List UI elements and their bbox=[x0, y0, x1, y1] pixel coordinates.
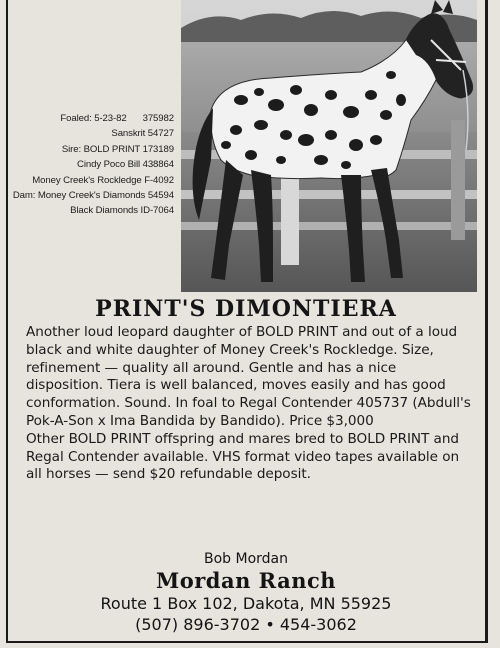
pedigree-label: Sanskrit 54727 bbox=[111, 128, 174, 140]
ad-description bbox=[26, 324, 472, 484]
pedigree-list bbox=[8, 111, 174, 219]
pedigree-label: Black Diamonds ID-7064 bbox=[70, 205, 174, 217]
leopard-appaloosa-horse-photo-icon bbox=[181, 0, 477, 292]
pedigree-label: Sire: BOLD PRINT 173189 bbox=[61, 143, 174, 155]
pedigree-label: Foaled: 5-23-82 bbox=[60, 113, 127, 124]
ranch-name: Mordan Ranch bbox=[155, 568, 337, 593]
pedigree-label: Money Creek's Rockledge F-4092 bbox=[32, 174, 174, 186]
description-paragraph: Another loud leopard daughter of BOLD PRINT and out of a loud black and white daughter of Money Creek's Rockledge. Size, refinement — quality all around. Gentle and has a nice disposition. Tiera is well balanced, moves easily and has good conformation. Sound. In foal to Regal Contender 405737 (Abdull's Pok-A-Son x Ima Bandida by Bandido). Price $3,000 bbox=[26, 324, 471, 429]
contact-block bbox=[8, 550, 484, 635]
pedigree-label: Dam: Money Creek's Diamonds 54594 bbox=[12, 190, 174, 202]
pedigree-line bbox=[8, 173, 174, 188]
pedigree-line bbox=[8, 126, 174, 141]
pedigree-line bbox=[8, 157, 174, 172]
description-paragraph: Other BOLD PRINT offspring and mares bred to BOLD PRINT and Regal Contender available. VHS format video tapes available on all horses — send $20 refundable deposit. bbox=[26, 430, 460, 483]
ranch-phone: (507) 896-3702 • 454-3062 bbox=[135, 615, 357, 634]
pedigree-line bbox=[8, 111, 174, 126]
contact-name: Bob Mordan bbox=[204, 551, 288, 567]
pedigree-line bbox=[8, 142, 174, 157]
ranch-address: Route 1 Box 102, Dakota, MN 55925 bbox=[100, 594, 392, 613]
horse-photo bbox=[181, 0, 477, 292]
pedigree-line bbox=[8, 188, 174, 203]
pedigree-label: Cindy Poco Bill 438864 bbox=[77, 159, 174, 171]
pedigree-value: 375982 bbox=[142, 113, 174, 124]
horse-name-heading: PRINT'S DIMONTIERA bbox=[95, 296, 397, 322]
pedigree-line bbox=[8, 203, 174, 218]
